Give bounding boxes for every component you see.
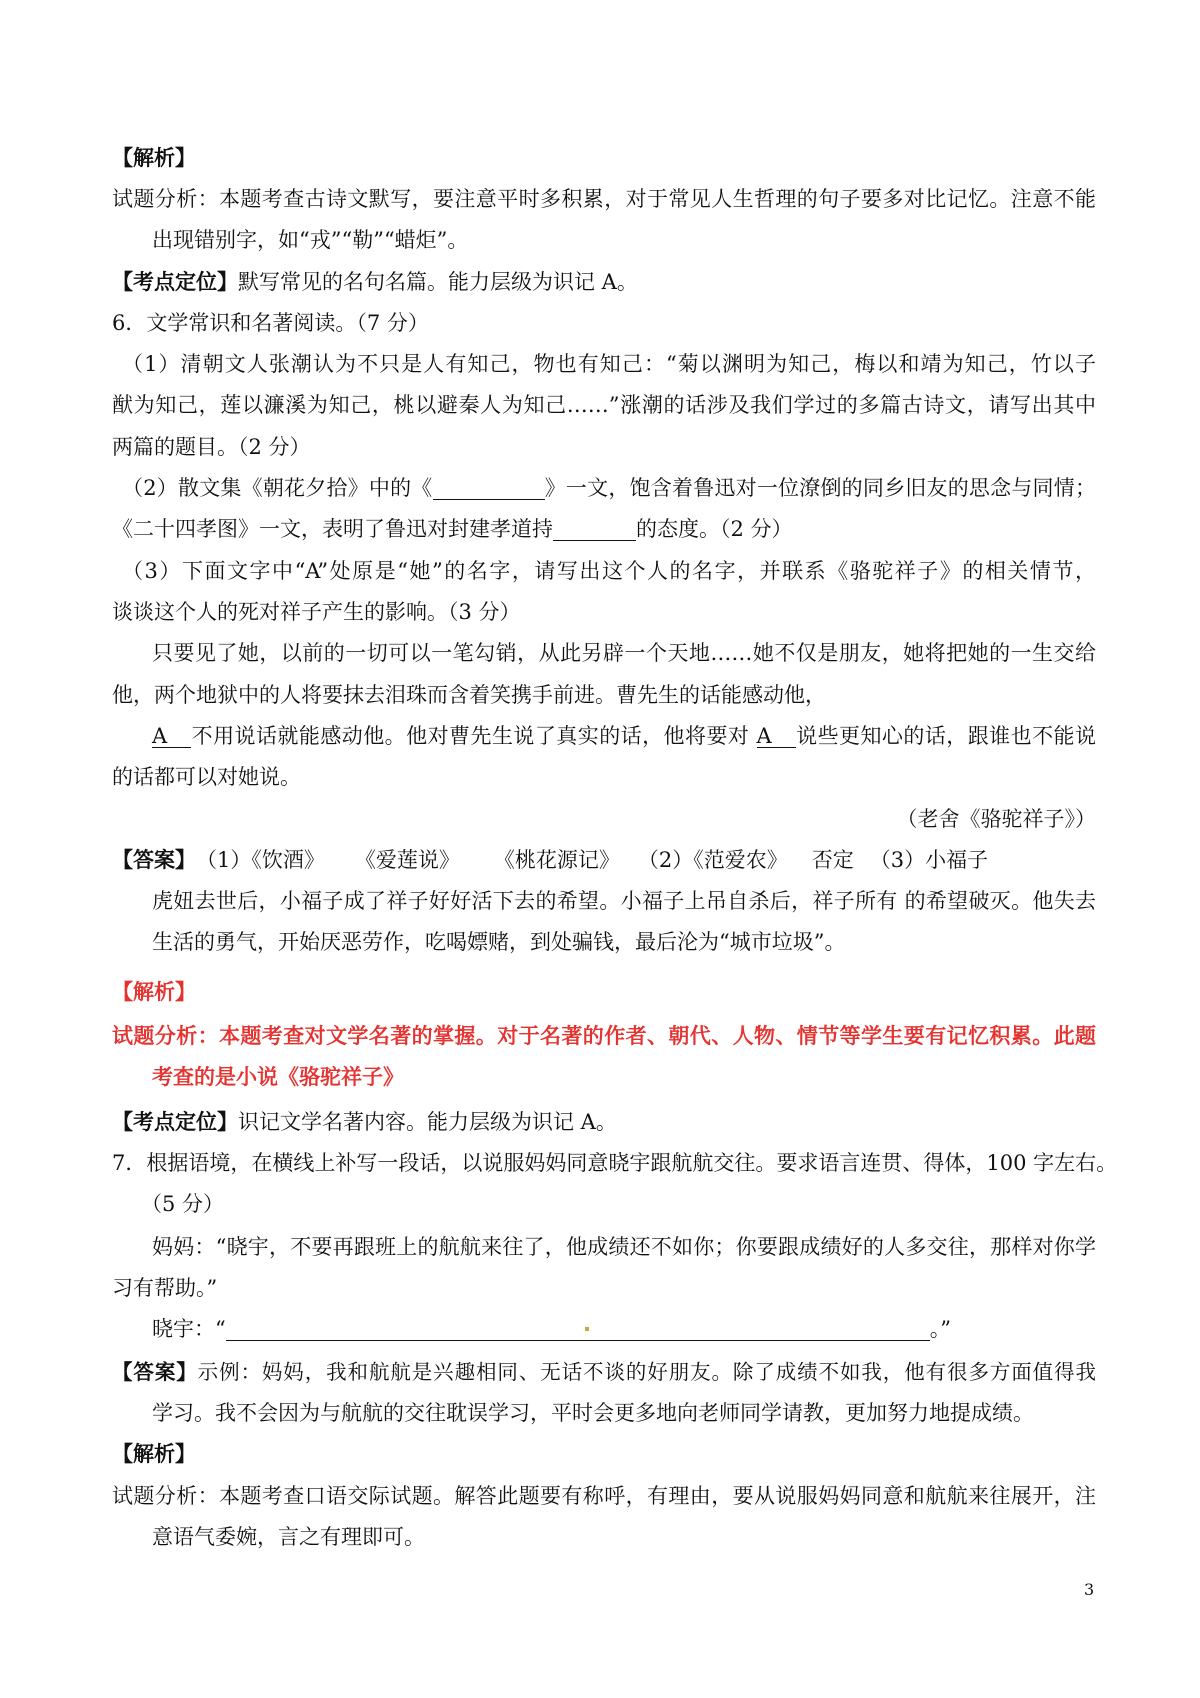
q6-part1-line-3: 两篇的题目。（2 分）	[112, 435, 311, 459]
name-placeholder-blank: A	[757, 725, 796, 748]
q6-excerpt-line-1: 只要见了她，以前的一切可以一笔勾销，从此另辟一个天地……她不仅是朋友，她将把她的一生交给	[152, 641, 1096, 665]
q6-part3-line-1: （3）下面文字中“A”处原是“她”的名字，请写出这个人的名字，并联系《骆驼祥子》的相关情节，	[122, 559, 1096, 583]
fill-blank-line	[433, 479, 545, 500]
q6-part1-line-2: 猷为知己，莲以濂溪为知己，桃以避秦人为知己……”涨潮的话涉及我们学过的多篇古诗文，请写出其中	[112, 393, 1096, 417]
q5-key-point	[112, 268, 1096, 296]
q6-part1-line-1: （1）清朝文人张潮认为不只是人有知己，物也有知己：“菊以渊明为知己，梅以和靖为知己，竹以子	[122, 352, 1096, 376]
q7-title-line-2: （5 分）	[141, 1192, 225, 1216]
answer-item: （1）《饮酒》	[196, 848, 325, 872]
name-placeholder-blank: A	[152, 725, 191, 748]
q6-part2-line-1-before: （2）散文集《朝花夕拾》中的《	[122, 476, 433, 500]
key-point-label: 【考点定位】	[112, 269, 238, 294]
answer-label: 【答案】	[112, 847, 196, 872]
answer-item: （2）《范爱农》	[637, 848, 788, 872]
q7-answer-text: 示例：妈妈，我和航航是兴趣相同、无话不谈的好朋友。除了成绩不如我，他有很多方面值得我	[197, 1360, 1097, 1384]
q6-excerpt-line-3-end: 说些更知心的话，跟谁也不能说	[795, 724, 1096, 748]
answer-label: 【答案】	[112, 1360, 198, 1384]
page-number: 3	[1084, 1580, 1095, 1599]
q7-title-line-1: 7．根据语境，在横线上补写一段话，以说服妈妈同意晓宇跟航航交往。要求语言连贯、得体，100 字左右。	[112, 1151, 1118, 1175]
q6-key-point	[112, 1108, 1096, 1136]
q5-analysis-line-2: 出现错别字，如“戎”“勒”“蜡炬”。	[152, 228, 469, 252]
q7-xiaoyu-suffix: 。”	[929, 1317, 951, 1341]
q7-xiaoyu-line	[152, 1315, 1096, 1343]
q6-excerpt-line-3-middle: 不用说话就能感动他。他对曹先生说了真实的话，他将要对	[191, 724, 757, 748]
key-point-text: 识记文学名著内容。能力层级为识记 A。	[238, 1110, 617, 1134]
q6-part3-line-2: 谈谈这个人的死对祥子产生的影响。（3 分）	[112, 600, 521, 624]
q6-answer-line-2: 生活的勇气，开始厌恶劳作，吃喝嫖赌，到处骗钱，最后沦为“城市垃圾”。	[152, 930, 846, 954]
q6-analysis-line-2: 考查的是小说《骆驼祥子》	[152, 1065, 404, 1089]
answer-item: 否定	[811, 848, 854, 872]
q6-excerpt-line-3	[152, 722, 1096, 750]
q6-analysis-heading: 【解析】	[112, 980, 196, 1004]
q6-part2-line-2	[112, 515, 1096, 543]
q6-title: 6．文学常识和名著阅读。（7 分）	[112, 311, 429, 335]
q6-answer-line-1: 虎妞去世后，小福子成了祥子好好活下去的希望。小福子上吊自杀后，祥子所有 的希望破灭。他失去	[152, 889, 1096, 913]
q7-analysis-line-2: 意语气委婉，言之有理即可。	[152, 1525, 425, 1549]
q6-analysis-line-1: 试题分析：本题考查对文学名著的掌握。对于名著的作者、朝代、人物、情节等学生要有记忆积累。此题	[112, 1024, 1096, 1048]
q6-part2-line-2-after: 的态度。（2 分）	[636, 517, 793, 541]
q6-excerpt-line-4: 的话都可以对她说。	[112, 765, 301, 789]
q6-part2-line-1	[122, 474, 1096, 502]
q7-mother-line-1: 妈妈：“晓宇，不要再跟班上的航航来往了，他成绩还不如你；你要跟成绩好的人多交往，那样对你学	[152, 1235, 1096, 1259]
fill-blank-line	[226, 1320, 930, 1341]
q5-analysis-heading: 【解析】	[112, 145, 196, 170]
key-point-text: 默写常见的名句名篇。能力层级为识记 A。	[238, 270, 638, 294]
q6-answer-row	[112, 846, 1096, 874]
q5-analysis-line-1: 试题分析：本题考查古诗文默写，要注意平时多积累，对于常见人生哲理的句子要多对比记忆。注意不能	[112, 187, 1096, 211]
answer-item: 《桃花源记》	[493, 848, 620, 872]
answer-item: 《爱莲说》	[354, 848, 460, 872]
q7-analysis-heading: 【解析】	[112, 1441, 196, 1466]
q6-part2-line-2-before: 《二十四孝图》一文，表明了鲁迅对封建孝道持	[112, 517, 553, 541]
fill-blank-line	[553, 520, 636, 541]
q6-excerpt-line-2: 他，两个地狱中的人将要抹去泪珠而含着笑携手前进。曹先生的话能感动他，	[112, 683, 826, 707]
q7-answer-line-2: 学习。我不会因为与航航的交往耽误学习，平时会更多地向老师同学请教，更加努力地提成绩。	[152, 1401, 1034, 1425]
stray-dot-mark	[585, 1327, 589, 1331]
answer-item: （3）小福子	[869, 848, 989, 872]
q7-xiaoyu-prefix: 晓宇：“	[152, 1317, 226, 1341]
key-point-label: 【考点定位】	[112, 1109, 238, 1134]
q7-answer-line-1	[112, 1358, 1096, 1386]
q6-part2-line-1-after: 》一文，饱含着鲁迅对一位潦倒的同乡旧友的思念与同情；	[544, 476, 1096, 500]
q7-mother-line-2: 习有帮助。”	[112, 1276, 218, 1300]
q7-analysis-line-1: 试题分析：本题考查口语交际试题。解答此题要有称呼，有理由，要从说服妈妈同意和航航来往展开，注	[112, 1484, 1096, 1508]
q6-excerpt-source: （老舍《骆驼祥子》）	[896, 807, 1096, 831]
